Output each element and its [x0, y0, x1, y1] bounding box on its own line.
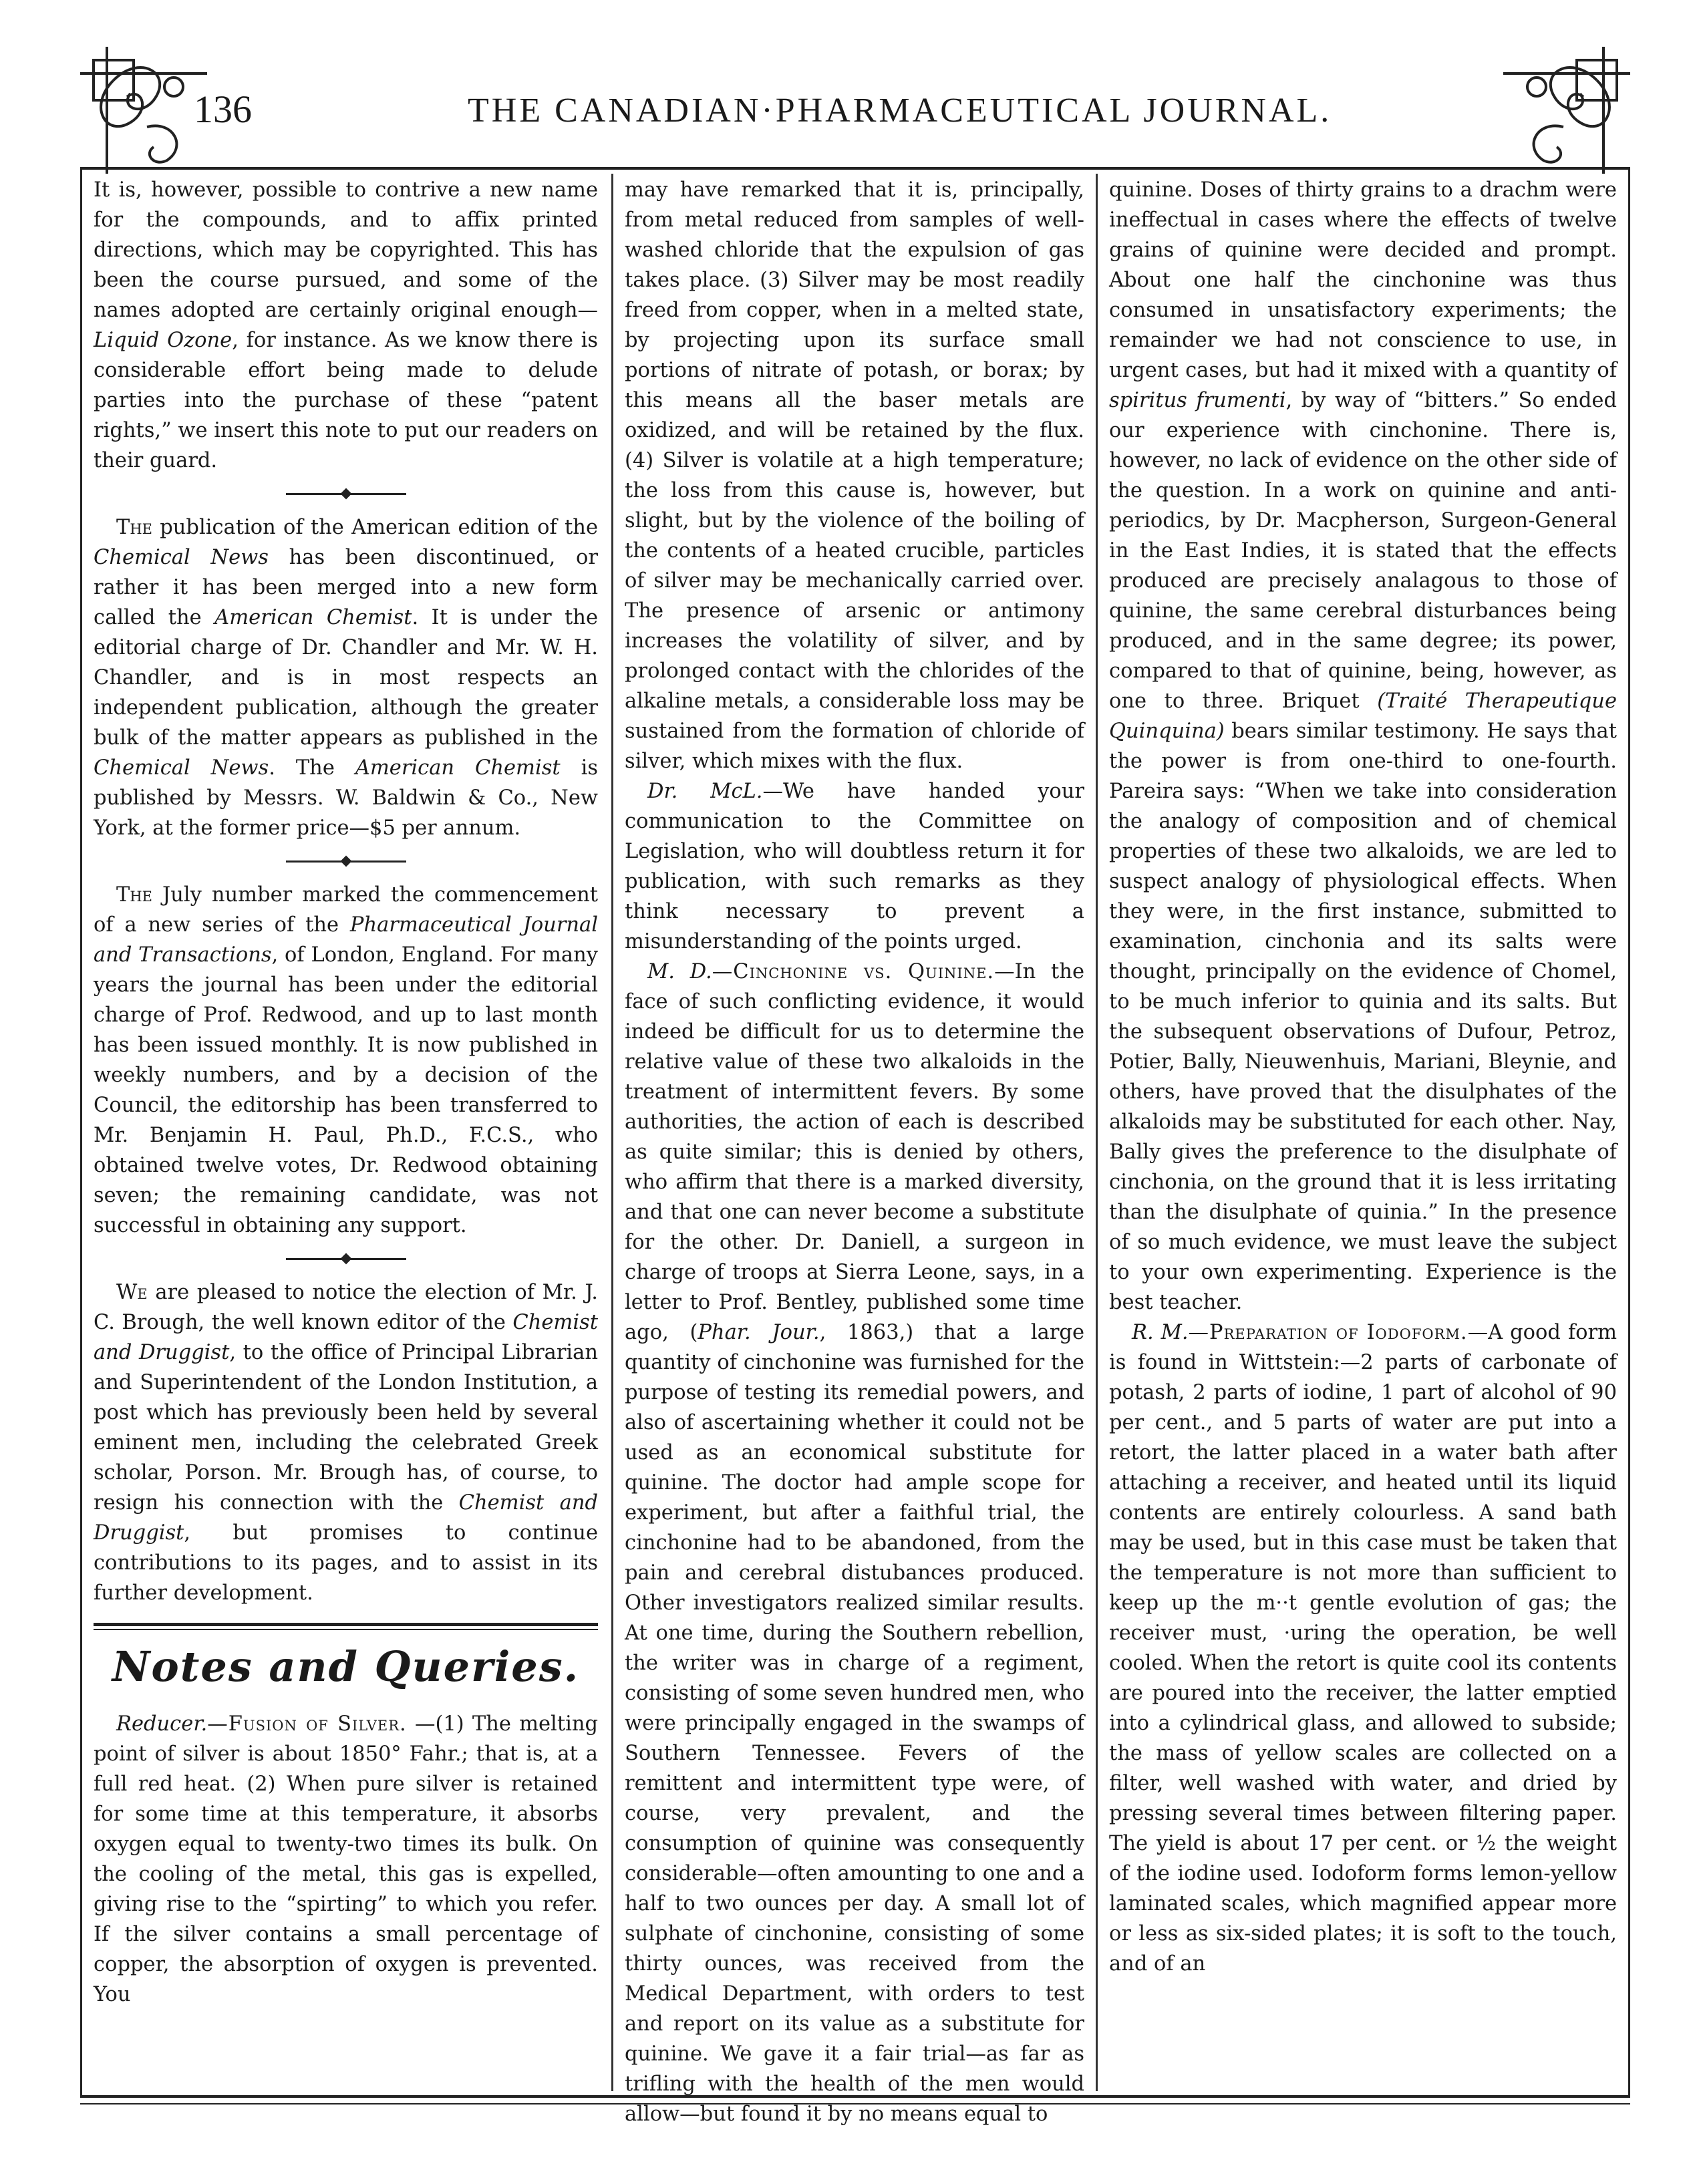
left-frame-rule [80, 167, 82, 2098]
query-paragraph: Dr. McL.—We have handed your communication to the Committee on Legislation, who will doubtless return it for publication, with such remarks as they think necessary to prevent a misunderstanding of the points urged. [625, 780, 1084, 953]
page-header [80, 40, 1630, 174]
section-separator [286, 1258, 406, 1260]
query-paragraph: Reducer.—Fusion of Silver. —(1) The melting point of silver is about 1850° Fahr.; that is, at a full red heat. (2) When pure silver is retained for some time at this temperature, it absorbs oxygen equal to twenty-two times its bulk. On the cooling of the metal, this gas is expelled, giving rise to the “spirting” to which you refer. If the silver contains a small percentage of copper, the absorption of oxygen is prevented. You [94, 1712, 598, 2006]
query-paragraph: M. D.—Cinchonine vs. Quinine.—In the face of such conflicting evidence, it would indeed be difficult for us to determine the relative value of these two alkaloids in the treatment of intermittent fevers. By some authorities, the action of each is described as quite similar; this is denied by others, who affirm that there is a marked diversity, and that one can never become a substitute for the other. Dr. Daniell, a surgeon in charge of troops at Sierra Leone, says, in a letter to Prof. Bentley, published some time ago, (Phar. Jour., 1863,) that a large quantity of cinchonine was furnished for the purpose of testing its remedial powers, and also of ascertaining whether it could not be used as an economical substitute for quinine. The doctor had ample scope for experiment, but after a faithful trial, the cinchonine had to be abandoned, from the pain and cerebral distubances produced. Other investigators realized similar results. At one time, during the Southern rebellion, the writer was in charge of a regiment, consisting of some seven hundred men, who were principally engaged in the swamps of Southern Tennessee. Fevers of the remittent and intermittent type were, of course, very prevalent, and the consumption of quinine was consequently considerable—often amounting to one and a half to two ounces per day. A small lot of sulphate of cinchonine, consisting of some thirty ounces, was received from the Medical Department, with orders to test and report on its value as a substitute for quinine. We gave it a fair trial—as far as trifling with the health of the men would allow—but found it by no means equal to [625, 960, 1085, 2126]
section-separator [286, 493, 406, 495]
article-paragraph: We are pleased to notice the election of Mr. J. C. Brough, the well known editor of the Chemist and Druggist, to the office of Principal Librarian and Superintendent of the London Institution, a post which has previously been held by several eminent men, including the celebrated Greek scholar, Porson. Mr. Brough has, of course, to resign his connection with the Chemist and Druggist, but promises to continue contributions to its pages, and to assist in its further development. [94, 1281, 599, 1605]
column-1 [94, 175, 598, 2010]
article-paragraph: It is, however, possible to contrive a new name for the compounds, and to affix printed directions, which may be copyrighted. This has been the course pursued, and some of the names adopted are certainly original enough—Liquid Ozone, for instance. As we know there is considerable effort being made to delude parties into the purchase of these “patent rights,” we insert this note to put our readers on their guard. [94, 178, 599, 472]
column-rule [611, 174, 613, 2091]
header-rule [80, 167, 1630, 170]
query-paragraph: quinine. Doses of thirty grains to a drachm were ineffectual in cases where the effects of twelve grains of quinine were decided and prompt. About one half the cinchonine was thus consumed in unsatisfactory experiments; the remainder we had not conscience to use, in urgent cases, but had it mixed with a quantity of spiritus frumenti, by way of “bitters.” So ended our experience with cinchonine. There is, however, no lack of evidence on the other side of the question. In a work on quinine and anti-periodics, by Dr. Macpherson, Surgeon-General in the East Indies, it is stated that the effects produced are precisely analagous to those of quinine, the same cerebral disturbances being produced, and in the same degree; its power, compared to that of quinine, being, however, as one to three. Briquet (Traité Therapeutique Quinquina) bears similar testimony. He says that the power is from one-third to one-fourth. Pareira says: “When we take into consideration the analogy of composition and of chemical properties of these two alkaloids, we are led to suspect analogy of physiological effects. When they were, in the first instance, submitted to examination, cinchonia and its salts were thought, principally on the evidence of Chomel, to be much inferior to quinia and its salts. But the subsequent observations of Dufour, Petroz, Potier, Bally, Nieuwenhuis, Mariani, Bleynie, and others, have proved that the disulphates of the alkaloids may be substituted for each other. Nay, Bally gives the preference to the disulphate of cinchonia, on the ground that it is less irritating than the disulphate of quinia.” In the presence of so much evidence, we must leave the subject to your own experimenting. Experience is the best teacher. [1109, 178, 1618, 1314]
column-rule [1096, 174, 1098, 2091]
section-double-rule [94, 1623, 598, 1630]
query-paragraph: R. M.—Preparation of Iodoform.—A good form is found in Wittstein:—2 parts of carbonate of potash, 2 parts of iodine, 1 part of alcohol of 90 per cent., and 5 parts of water are put into a retort, the latter placed in a water bath after attaching a receiver, and heated until its liquid contents are entirely colourless. A sand bath may be used, but in this case must be taken that the temperature is not more than sufficient to keep up the m··t gentle evolution of gas; the receiver must, ·uring the operation, be well cooled. When the retort is quite cool its contents are poured into the receiver, the latter emptied into a cylindrical glass, and allowed to subside; the mass of yellow scales are collected on a filter, well washed with water, and dried by pressing several times between filtering paper. The yield is about 17 per cent. or ½ the weight of the iodine used. Iodoform forms lemon-yellow laminated scales, which magnified appear more or less as six-sided plates; it is soft to the touch, and of an [1109, 1321, 1617, 1976]
right-corner-ornament-icon [1503, 47, 1630, 174]
section-heading: Notes and Queries. [112, 1642, 580, 1691]
page-number: 136 [194, 88, 252, 131]
article-paragraph: The July number marked the commencement of a new series of the Pharmaceutical Journal and Transactions, of London, England. For many years the journal has been under the editorial charge of Prof. Redwood, and up to last month has been issued monthly. It is now published in weekly numbers, and by a decision of the Council, the editorship has been transferred to Mr. Benjamin H. Paul, Ph.D., F.C.S., who obtained twelve votes, Dr. Redwood obtaining seven; the remaining candidate, was not successful in obtaining any support. [94, 883, 598, 1237]
column-3 [1109, 175, 1617, 1979]
journal-title: THE CANADIAN·PHARMACEUTICAL JOURNAL. [468, 92, 1332, 130]
left-corner-ornament-icon [80, 47, 207, 174]
query-paragraph: may have remarked that it is, principally, from metal reduced from samples of well-washed chloride that the expulsion of gas takes place. (3) Silver may be most readily freed from copper, when in a melted state, by projecting upon its surface small portions of nitrate of potash, or borax; by this means all the baser metals are oxidized, and will be retained by the flux. (4) Silver is volatile at a high temperature; the loss from this cause is, however, but slight, but by the violence of the boiling of the contents of a heated crucible, particles of silver may be mechanically carried over. The presence of arsenic or antimony increases the volatility of silver, and by prolonged contact with the chlorides of the alkaline metals, a considerable loss may be sustained from the formation of chloride of silver, which mixes with the flux. [625, 178, 1084, 773]
section-separator [286, 861, 406, 863]
column-2 [625, 175, 1084, 2129]
article-paragraph: The publication of the American edition of the Chemical News has been discontinued, or rather it has been merged into a new form called the American Chemist. It is under the editorial charge of Dr. Chandler and Mr. W. H. Chandler, and is in most respects an independent publication, although the greater bulk of the matter appears as published in the Chemical News. The American Chemist is published by Messrs. W. Baldwin & Co., New York, at the former price—$5 per annum. [94, 516, 598, 840]
right-frame-rule [1628, 167, 1630, 2098]
